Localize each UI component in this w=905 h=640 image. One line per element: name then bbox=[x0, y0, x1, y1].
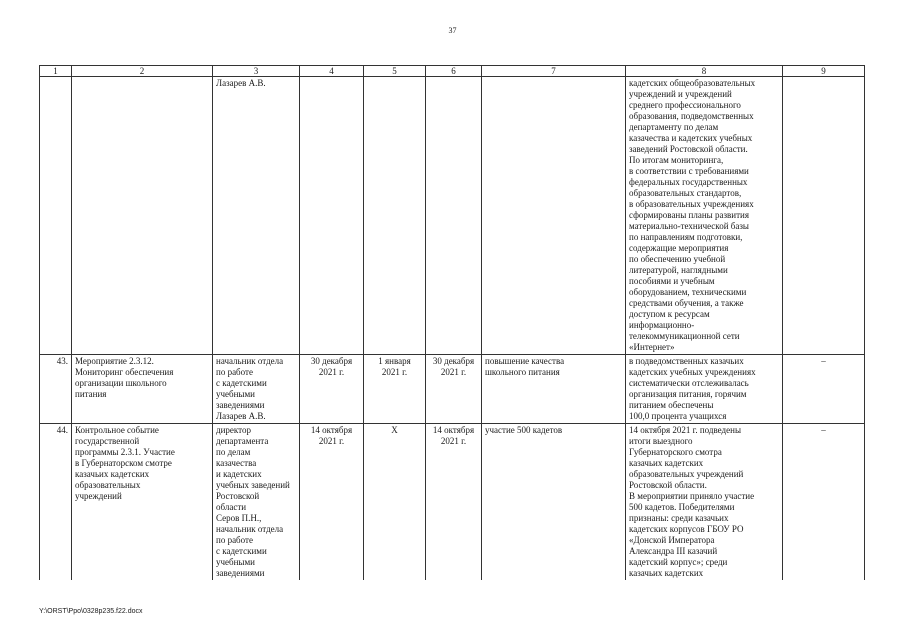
column-header: 6 bbox=[426, 66, 482, 77]
plan-end-date bbox=[364, 77, 426, 355]
column-header: 2 bbox=[72, 66, 213, 77]
document-path-footer: Y:\ORST\Ppo\0328p235.f22.docx bbox=[39, 608, 143, 615]
actual-end-date: 30 декабря 2021 г. bbox=[426, 355, 482, 424]
table-row bbox=[40, 424, 865, 581]
column-header: 3 bbox=[213, 66, 300, 77]
event-name bbox=[72, 77, 213, 355]
actual-result: в подведомственных казачьих кадетских учебных учреждениях систематически отслеживалась организация питания, горячим питанием обеспечены 100,0 процента учащихся bbox=[626, 355, 783, 424]
actual-result: 14 октября 2021 г. подведены итоги выездного Губернаторского смотра казачьих кадетских образовательных учреждений Ростовской области. В мероприятии приняло участие 500 кадетов. Победителями признаны: среди казачьих кадетских корпусов ГБОУ РО «Донской Императора Александра III казачий кадетский корпус»; среди казачьих кадетских bbox=[626, 424, 783, 581]
note: – bbox=[783, 355, 865, 424]
table-header-row bbox=[40, 66, 865, 77]
table-row bbox=[40, 77, 865, 355]
planned-result bbox=[482, 77, 626, 355]
note bbox=[783, 77, 865, 355]
plan-start-date bbox=[300, 77, 364, 355]
column-header: 4 bbox=[300, 66, 364, 77]
row-number: 43. bbox=[40, 355, 72, 424]
report-table bbox=[39, 65, 865, 580]
table-row bbox=[40, 355, 865, 424]
page-number: 37 bbox=[448, 26, 457, 35]
responsible-person: директор департамента по делам казачества и кадетских учебных заведений Ростовской области Серов П.Н., начальник отдела по работе с кадетскими учебными заведениями bbox=[213, 424, 300, 581]
note: – bbox=[783, 424, 865, 581]
plan-start-date: 30 декабря 2021 г. bbox=[300, 355, 364, 424]
column-header: 9 bbox=[783, 66, 865, 77]
column-header: 8 bbox=[626, 66, 783, 77]
actual-result: кадетских общеобразовательных учреждений и учреждений среднего профессионального образования, подведомственных департаменту по делам казачества и кадетских учебных заведений Ростовской области. По итогам мониторинга, в соответствии с требованиями федеральных государственных образовательных стандартов, в образовательных учреждениях сформированы планы развития материально-технической базы по направлениям подготовки, содержащие мероприятия по обеспечению учебной литературой, наглядными пособиями и учебным оборудованием, техническими средствами обучения, а также доступом к ресурсам информационно- телекоммуникационной сети «Интернет» bbox=[626, 77, 783, 355]
plan-end-date: 1 января 2021 г. bbox=[364, 355, 426, 424]
column-header: 1 bbox=[40, 66, 72, 77]
actual-end-date bbox=[426, 77, 482, 355]
row-number: 44. bbox=[40, 424, 72, 581]
event-name: Мероприятие 2.3.12. Мониторинг обеспечения организации школьного питания bbox=[72, 355, 213, 424]
event-name: Контрольное событие государственной программы 2.3.1. Участие в Губернаторском смотре казачьих кадетских образовательных учреждений bbox=[72, 424, 213, 581]
responsible-person: Лазарев А.В. bbox=[213, 77, 300, 355]
plan-start-date: 14 октября 2021 г. bbox=[300, 424, 364, 581]
actual-end-date: 14 октября 2021 г. bbox=[426, 424, 482, 581]
row-number bbox=[40, 77, 72, 355]
plan-end-date: X bbox=[364, 424, 426, 581]
planned-result: участие 500 кадетов bbox=[482, 424, 626, 581]
responsible-person: начальник отдела по работе с кадетскими учебными заведениями Лазарев А.В. bbox=[213, 355, 300, 424]
column-header: 7 bbox=[482, 66, 626, 77]
planned-result: повышение качества школьного питания bbox=[482, 355, 626, 424]
column-header: 5 bbox=[364, 66, 426, 77]
